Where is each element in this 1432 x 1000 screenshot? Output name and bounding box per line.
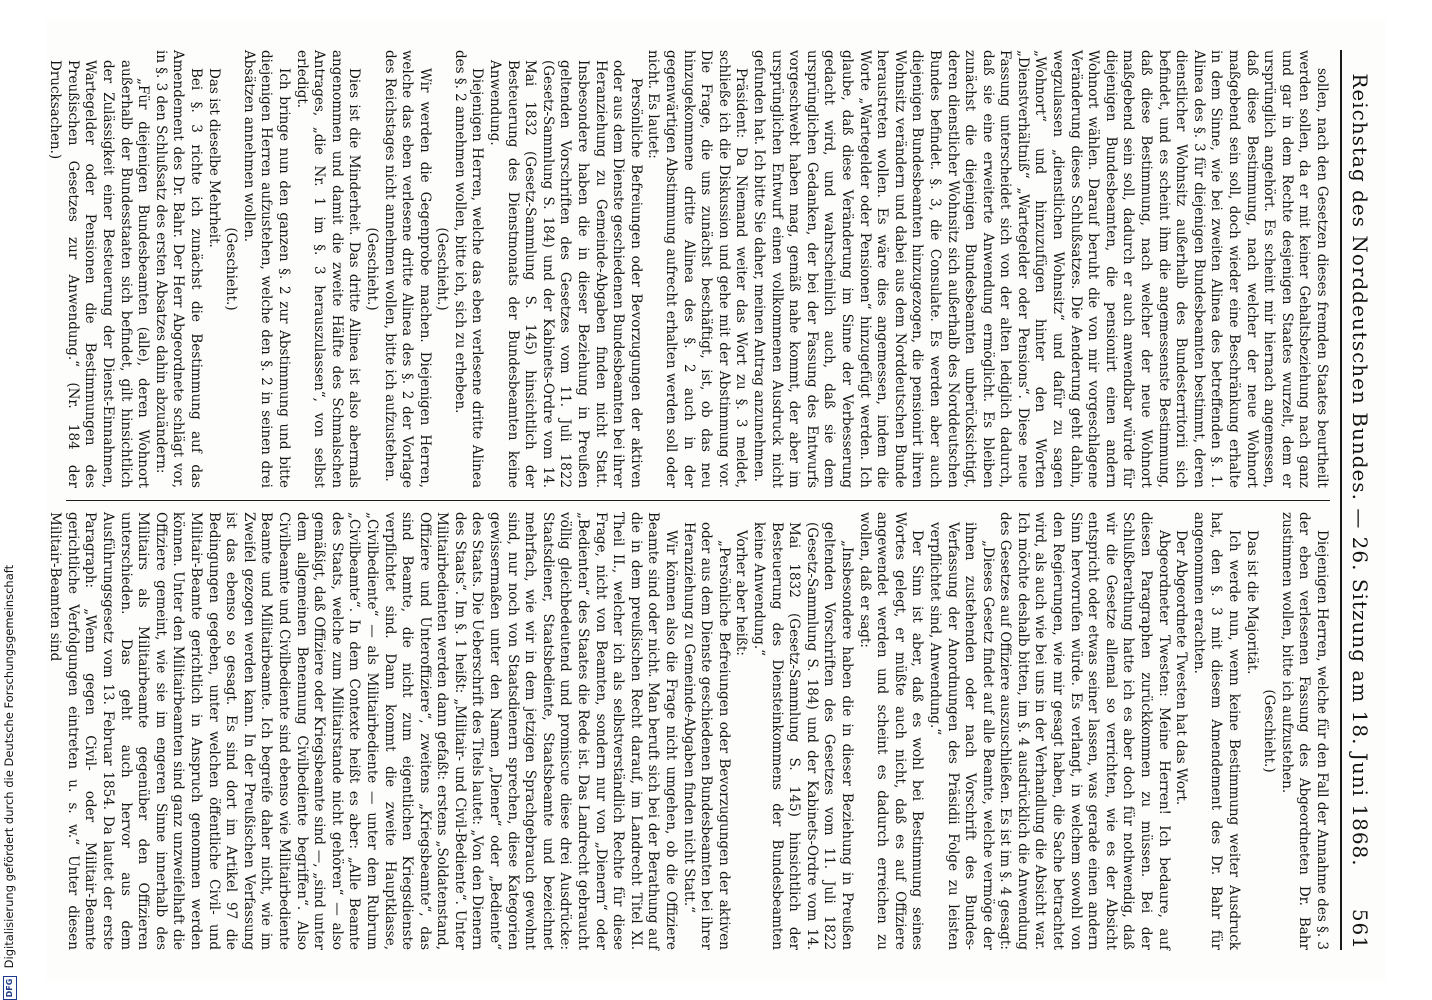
right-column [47, 512, 1330, 950]
left-para: Wir werden die Gegenprobe machen. Diejenigen Herren, welche das eben verlesene dritte Alinea des §. 2 der Vorlage des Reichstages nicht annehmen wollen, bitte ich aufzustehen. [381, 50, 433, 488]
left-para: Persönliche Befreiungen oder Bevorzugungen der aktiven oder aus dem Dienste geschiedenen Bundesbeamten bei ihrer Heranziehung zu Gemeinde-Abgaben finden nicht Statt. Insbesondere haben die in dieser Beziehung in Preußen geltenden Vorschriften des Gesetzes vom 11. Juli 1822 (Gesetz-Sammlung S. 184) und der Kabinets-Ordre vom 14. Mai 1832 (Gesetz-Sammlung S. 145) hinsichtlich der Besteuerung des Dienstmonats der Bundesbeamten keine Anwendung. [487, 60, 644, 488]
right-para: Vorher aber heißt: [733, 530, 750, 656]
left-para: Das ist dieselbe Mehrheit. [205, 68, 222, 248]
right-para: Ich werde nun, wenn keine Bestimmung weiter Ausdruck hat, den §. 3 mit diesem Amendement des Dr. Bahr für angenommen erachten. [1190, 512, 1243, 950]
right-para: Wir können also die Frage nicht umgehen, ob die Offiziere Beamte sind oder nicht. Man beruft sich bei der Berathung auf die in dem preußischen Recht darauf, im Landrecht Titel XI. Theil II., welcher ich als selbstverständlich Rechte für diese Frage, nicht von Beamten, sondern nur von „Dienern“ oder „Bedienten“ des Staates die Rede ist. Das Landrecht gebraucht völlig gleichbedeutend und promiscue diese drei Ausdrücke: Staatsdiener, Staatsbediente, Staatsbeamte und bezeichnet mehrfach, wie wir in dem jetzigen Sprachgebrauch gewohnt sind, nur noch von Staatsdienern sprechen, diese Kategorien gewissermaßen unter den Namen „Diener“ oder „Bediente“ des Staats. Die Ueberschrift des Titels lautet: „Von den Dienern des Staats“. Im §. 1 heißt: „Militair- und Civil-Bediente“. Unter Militairbedienten werden dann gefaßt: erstens „Soldatenstand, Offiziere und Unteroffiziere“, zweitens „Kriegsbeamte“, das sind Beamte, die nicht zum eigentlichen Kriegsdienste verpflichtet sind. Dann kommt die zweite Hauptklasse, „Civilbediente“ — als Militairbediente — unter dem Rubrum „Civilbeamte“. In dem Contexte heißt es aber: „Alle Beamte des Staats, welche zum Militairstande nicht gehören“ — also gemäßigt, daß Offiziere oder Kriegsbeamte sind —, „sind unter dem allgemeinen Benennung Civilbediente begriffen“. Also Civilbeamte und Civilbediente sind ebenso wie Militairbediente Beamte und Militairbeamte. Ich begreife daher nicht, wie im Zweifel gezogen werden kann. In der Preußischen Verfassung ist das ebenso so gesagt. Es sind dort im Artikel 97 die Bedingungen gegeben, unter welchen öffentliche Civil- und Militair-Beamte gerichtlich in Anspruch genommen werden können. Unter den Militairbeamten sind ganz unzweifelhaft die Offiziere gemeint, wie sie im engeren Sinne innerhalb des Militairs als Militairbeamte gegenüber den Offizieren unterschieden. Das geht auch hervor aus dem Ausführungsgesetz vom 13. Februar 1854. Da lautet der erste Paragraph: „Wenn gegen Civil- oder Militair-Beamte gerichtliche Verfolgungen eintreten u. s. w.“ Unter diesen Militair-Beamten sind [47, 512, 680, 950]
column-divider [66, 500, 1330, 501]
credit-text: Digitalisierung gefördert durch die Deutsche Forschungsgemeinschaft [2, 564, 16, 969]
right-para: „Persönliche Befreiungen oder Bevorzugungen der aktiven oder aus dem Dienste geschiedenen Bundesbeamten bei ihrer Heranziehung zu Gemeinde-Abgaben finden nicht Statt.“ [680, 522, 732, 950]
left-para: sollen, nach den Gesetzen dieses fremden Staates beurtheilt werden sollen, da er mit keiner Gehaltsbeziehung nach ganz und gar in dem Rechte desjenigen Staates wurzelt, dem er ursprünglich angehört. Es scheint mir hiernach angemessen, daß diese Bestimmung, nach welcher der neue Wohnort maßgebend sein soll, doch wieder eine Beschränkung erhalte in dem Sinne, wie bei zweiten Alinea des betreffenden §. 1. Alinea des §. 3 für diejenigen Bundesbeamten bestimmt, deren dienstlicher Wohnsitz außerhalb des Bundesterritorii sich befindet, und es scheint ihm die angemessenste Bestimmung, daß diese Bestimmung, nach welcher der neue Wohnort maßgebend sein soll, dadurch er auch anwendbar würde für diejenigen Bundesbeamten, die pensionirt einen andern Wohnort wählen. Darauf beruht die von mir vorgeschlagene Veränderung dieses Schlußsatzes. Die Aenderung geht dahin, wegzulassen „dienstlichen Wohnsitz“ und dafür zu sagen „Wohnort“ und hinzuzufügen hinter den Worten „Dienstverhältniß“ „Wartegelder oder Pensions“. Diese neue Fassung unterscheidet sich von der alten lediglich dadurch, daß sie eine erweiterte Anwendung ermöglicht. Es bleiben zunächst die diejenigen Bundesbeamten unberücksichtigt, deren dienstlicher Wohnsitz sich außerhalb des Norddeutschen Bundes befindet. §. 3, die Consulate. Es werden aber auch diejenigen Bundesbeamten hinzugezogen, die pensionirt ihren Wohnsitz verändern und dabei aus dem Norddeutschen Bunde heraustreten wollen. Es wäre dies angemessen, indem die Worte „Wartegelder oder Pensionen“ hinzugefügt werden. Ich glaube, daß diese Veränderung im Sinne der Verbesserung gedacht wird, und wahrscheinlich auch, daß sie dem ursprünglichen Gedanken, der bei der Fassung des Entwurfs vorgeschwebt haben mag, gemäß nahe kommt, der aber im ursprünglichen Entwurf einen vollkommenen Ausdruck nicht gefunden hat. Ich bitte Sie daher, meinen Antrag anzunehmen. [751, 50, 1330, 488]
left-para: Präsident: Da Niemand weiter das Wort zu §. 3 meldet, schließe ich die Diskussion und gehe mit der Abstimmung vor. Die Frage, die uns zunächst beschäftigt, ist, ob das neu hinzugekommene dritte Alinea des §. 2 auch in der gegenwärtigen Abstimmung aufrecht erhalten werden soll oder nicht. Es lautet: [645, 50, 750, 488]
right-para: „Insbesondere haben die in dieser Beziehung in Preußen geltenden Vorschriften des Gesetzes vom 11. Juli 1822 (Gesetz-Sammlung S. 184) und der Kabinets-Ordre vom 14. Mai 1832 (Gesetz-Sammlung S. 145) hinsichtlich der Besteuerung des Diensteinkommens der Bundesbeamten keine Anwendung.“ [751, 522, 855, 950]
right-para: Diejenigen Herren, welche für den Fall der Annahme des §. 3 der eben verlesenen Fassung des Abgeordneten Dr. Bahr zustimmen wollen, bitte ich aufzustehen. [1278, 512, 1330, 950]
right-para: (Geschieht.) [1261, 689, 1278, 773]
right-para: „Dieses Gesetz findet auf alle Beamte, welche vermöge der ihnen zustehenden oder nach Vorschrift des Bundes-Verfassung der Anordnungen des Präsidii Folge zu leisten verpflichtet sind, Anwendung.“ [926, 522, 996, 950]
digitization-credit [2, 560, 18, 1000]
right-para: Abgeordneter Twesten: Meine Herren! Ich bedaure, auf diesen Paragraphen zurückkommen zu müssen. Bei der Schlußberathung hatte ich es aber doch für nothwendig, daß wir die Gesetze allemal so verrichten, wie es der Absicht entspricht oder etwas seiner lassen, was gerade einen andern Sinn hervorrufen würde. Es verlangt, in welchem sowohl von den Regierungen, wie mir gesagt haben, die Sache betrachtet wird, als auch wie bei uns in der Verhandlung die Absicht war. Ich möchte deshalb bitten, im §. 4 ausdrücklich die Anwendung des Gesetzes auf Offiziere auszuschließen. Es ist im §. 4 gesagt: [997, 512, 1172, 950]
right-para: Das ist die Majorität. [1243, 530, 1260, 675]
left-para: (Geschieht.) [434, 227, 451, 311]
rotated-page [46, 20, 1386, 980]
left-column [47, 50, 1330, 488]
left-para: Dies ist die Minderheit. Das dritte Alinea ist also abermals angenommen und damit die zweite Hälfte des Schmalschen Antrages, „die Nr. 1 im §. 3 herauszulassen“, von selbst erledigt. [293, 50, 363, 488]
left-para: (Geschieht.) [223, 227, 240, 311]
left-para: (Geschieht.) [363, 227, 380, 311]
left-para: Diejenigen Herren, welche das eben verlesene dritte Alinea des §. 2 annehmen wollen, bitte ich, sich zu erheben. [451, 50, 486, 488]
dfg-logo-icon: DFG [3, 976, 17, 1000]
page-number: 561 [1348, 908, 1372, 950]
right-para: Der Abgeordnete Twesten hat das Wort. [1173, 530, 1190, 806]
running-title: Reichstag des Norddeutschen Bundes. — 26. Sitzung am 18. Juni 1868. [1348, 73, 1372, 867]
left-para: „Für diejenigen Bundesbeamten (alle), deren Wohnort außerhalb der Bundesstaaten sich befindet, gilt hinsichtlich der Zulässigkeit einer Besteuerung der Dienst-Einnahmen, Wartegelder oder Pensionen die Bestimmungen des Preußischen Gesetzes zur Anwendung.“ (Nr. 184 der Drucksachen.) [47, 60, 152, 488]
left-para: Ich bringe nun den ganzen §. 2 zur Abstimmung und bitte diejenigen Herren aufzustehen, welche den §. 2 in seinen drei Absätzen annehmen wollen. [240, 50, 292, 488]
right-para: Der Sinn ist aber, daß es wohl bei Bestimmung seines Wortes gelegt, er müßte auch nicht, daß es auf Offiziere angewendet werden und scheint es dadurch erreichen zu wollen, daß er sagt: [856, 512, 926, 950]
page-header [1340, 50, 1376, 950]
left-para: Bei §. 3 richte ich zunächst die Bestimmung auf das Amendement des Dr. Bahr. Der Herr Abgeordnete schlägt vor, in §. 3 den Schlußsatz des ersten Absatzes dahin abzuändern: [152, 50, 204, 488]
